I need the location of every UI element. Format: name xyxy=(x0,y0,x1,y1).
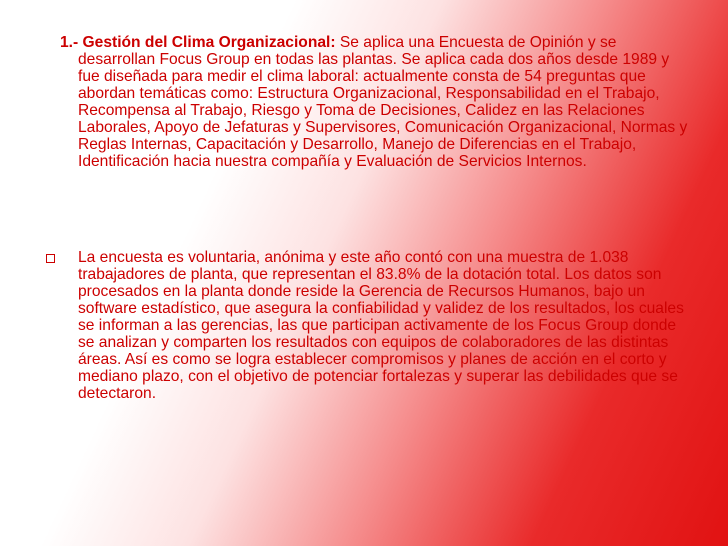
section-clima-organizacional xyxy=(60,34,692,170)
section-text xyxy=(60,34,692,170)
section-heading: 1.- Gestión del Clima Organizacional: xyxy=(60,34,336,51)
bullet-body: La encuesta es voluntaria, anónima y este año contó con una muestra de 1.038 trabajadores de planta, que representan el 83.8% de la dotación total. Los datos son procesados en la planta donde reside la Gerencia de Recursos Humanos, bajo un software estadístico, que asegura la confiabilidad y validez de los resultados, los cuales se informan a las gerencias, las que participan activamente de los Focus Group donde se analizan y comparten los resultados con equipos de colaboradores de las distintas áreas. Así es como se logra establecer compromisos y planes de acción en el corto y mediano plazo, con el objetivo de potenciar fortalezas y superar las debilidades que se detectaron. xyxy=(78,249,684,402)
bullet-item-encuesta xyxy=(60,249,692,402)
square-bullet-icon xyxy=(46,254,55,263)
section-body: Se aplica una Encuesta de Opinión y se desarrollan Focus Group en todas las plantas. Se aplica cada dos años desde 1989 y fue diseñada para medir el clima laboral: actualmente consta de 54 preguntas que abordan temáticas como: Estructura Organizacional, Responsabilidad en el Trabajo, Recompensa al Trabajo, Riesgo y Toma de Decisiones, Calidez en las Relaciones Laborales, Apoyo de Jefaturas y Supervisores, Comunicación Organizacional, Normas y Reglas Internas, Capacitación y Desarrollo, Manejo de Diferencias en el Trabajo, Identificación hacia nuestra compañía y Evaluación de Servicios Internos. xyxy=(78,34,688,170)
